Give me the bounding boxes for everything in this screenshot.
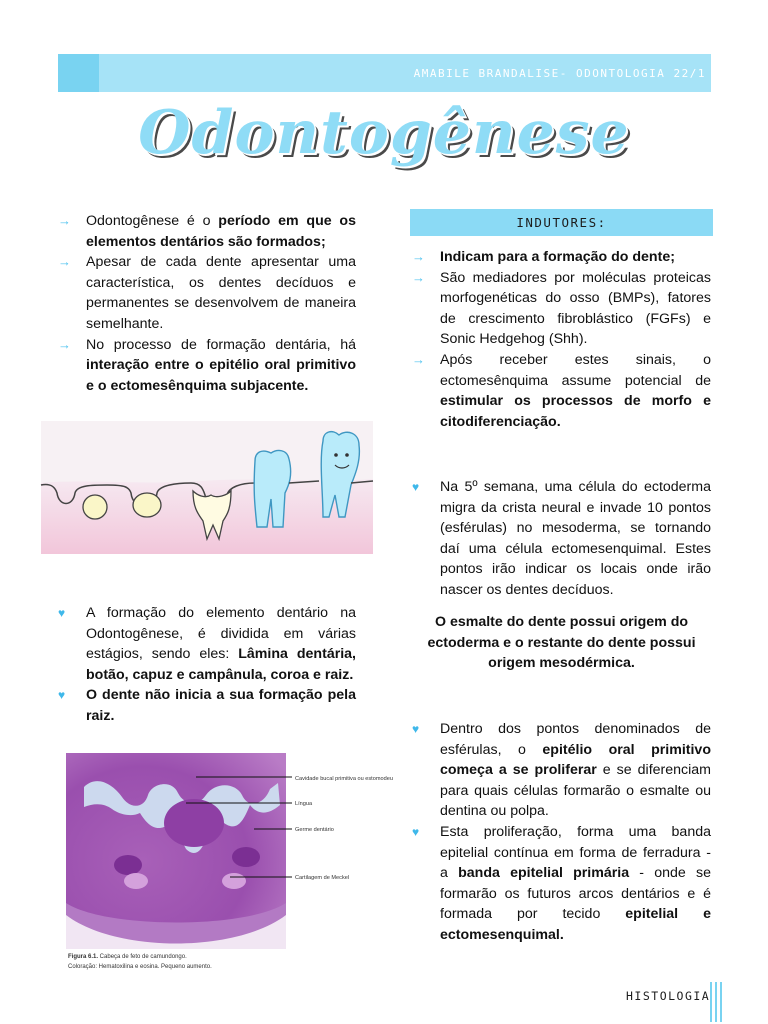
indutores-heading-box bbox=[410, 209, 713, 236]
header-author: AMABILE BRANDALISE- ODONTOLOGIA 22/1 bbox=[413, 67, 706, 80]
text: Apesar de cada dente apresentar uma característica, os dentes decíduos e permanentes se desenvolvem de maneira semelhante. bbox=[86, 254, 356, 332]
heart-bullet-icon: ♥ bbox=[412, 824, 420, 839]
micrograph-label-tongue: Língua bbox=[295, 801, 313, 807]
text: - onde se formarão os futuros arcos dentários e é formada por tecido bbox=[440, 865, 711, 923]
histology-micrograph bbox=[66, 753, 393, 976]
bold-text: Lâmina dentária, botão, capuz e campânula, coroa e raiz. bbox=[86, 646, 356, 683]
bold-text: epitélio oral primitivo começa a se proliferar bbox=[440, 741, 711, 779]
bold-text: estimular os processos de morfo e citodiferenciação. bbox=[440, 393, 711, 430]
indutores-list bbox=[412, 247, 711, 432]
list-item bbox=[412, 268, 711, 350]
list-item bbox=[412, 477, 711, 601]
stages-list bbox=[58, 603, 356, 727]
text: A formação do elemento dentário na Odontogênese, é dividida em várias estágios, sendo eles: bbox=[86, 605, 356, 663]
tooth-development-illustration bbox=[41, 421, 373, 554]
list-item bbox=[412, 822, 711, 946]
arrow-bullet-icon: → bbox=[412, 249, 425, 264]
micrograph-caption-line2: Coloração: Hematoxilina e eosina. Pequeno aumento. bbox=[68, 964, 212, 970]
list-item bbox=[58, 335, 356, 397]
arrow-bullet-icon: → bbox=[58, 213, 71, 228]
list-item bbox=[58, 252, 356, 334]
list-item bbox=[412, 719, 711, 822]
micrograph-label-tooth-germ: Germe dentário bbox=[295, 827, 334, 833]
page-title: Odontogênese bbox=[138, 98, 630, 168]
bold-text: período em que os elementos dentários são formados; bbox=[86, 213, 356, 250]
text: Na 5º semana, uma célula do ectoderma migra da crista neural e invade 10 pontos (esférulas) no mesoderma, se tornando daí uma célula ectomesenquimal. Estes pontos irão indicar os locais onde irão nascer os dentes decíduos. bbox=[440, 479, 711, 598]
bold-text: Indicam para a formação do dente; bbox=[440, 249, 675, 265]
text: Após receber estes sinais, o ectomesênquima assume potencial de bbox=[440, 351, 711, 389]
text: Dentro dos pontos denominados de esférulas, o bbox=[440, 721, 711, 758]
text: São mediadores por moléculas proteicas morfogenéticas do osso (BMPs), fatores de crescimento fibroblástico (FGFs) e Sonic Hedgehog (Shh). bbox=[440, 269, 711, 348]
bold-text: interação entre o epitélio oral primitivo e o ectomesênquima subjacente. bbox=[86, 357, 356, 394]
heart-bullet-icon: ♥ bbox=[412, 722, 420, 736]
heart-bullet-icon: ♥ bbox=[58, 688, 66, 703]
arrow-bullet-icon: → bbox=[58, 254, 71, 270]
header-accent-square bbox=[58, 54, 99, 92]
footer-subject: HISTOLOGIA bbox=[626, 989, 711, 1003]
enamel-origin-note: O esmalte do dente possui origem do ectoderma e o restante do dente possui origem mesodérmica. bbox=[427, 614, 696, 672]
text: No processo de formação dentária, há bbox=[86, 336, 356, 353]
indutores-heading: INDUTORES: bbox=[516, 215, 607, 230]
list-item bbox=[58, 211, 356, 252]
micrograph-label-meckel: Cartilagem de Meckel bbox=[295, 875, 350, 881]
list-item bbox=[58, 685, 356, 726]
list-item bbox=[58, 603, 356, 685]
text: Esta proliferação, forma uma banda epitelial contínua em forma de ferradura - a bbox=[440, 823, 711, 882]
fifth-week-list bbox=[412, 477, 711, 601]
arrow-bullet-icon: → bbox=[412, 269, 425, 285]
proliferation-list bbox=[412, 719, 711, 946]
arrow-bullet-icon: → bbox=[412, 351, 425, 367]
heart-bullet-icon: ♥ bbox=[58, 606, 66, 620]
micrograph-label-stomodeum: Cavidade bucal primitiva ou estomodeu bbox=[295, 776, 393, 782]
bold-text: banda epitelial primária bbox=[458, 865, 630, 882]
heart-bullet-icon: ♥ bbox=[412, 480, 420, 494]
footer-decoration bbox=[710, 982, 722, 1022]
bold-text: epitelial e ectomesenquimal. bbox=[440, 906, 711, 943]
text: Odontogênese é o bbox=[86, 213, 219, 229]
list-item bbox=[412, 350, 711, 432]
micrograph-caption: Figura 6.1. Cabeça de feto de camundongo. bbox=[68, 954, 187, 960]
intro-list bbox=[58, 211, 356, 396]
list-item bbox=[412, 247, 711, 268]
text: e se diferenciam para quais células formarão o esmalte ou dentina ou polpa. bbox=[440, 762, 711, 820]
bold-text: O dente não inicia a sua formação pela raiz. bbox=[86, 687, 356, 724]
arrow-bullet-icon: → bbox=[58, 336, 71, 352]
